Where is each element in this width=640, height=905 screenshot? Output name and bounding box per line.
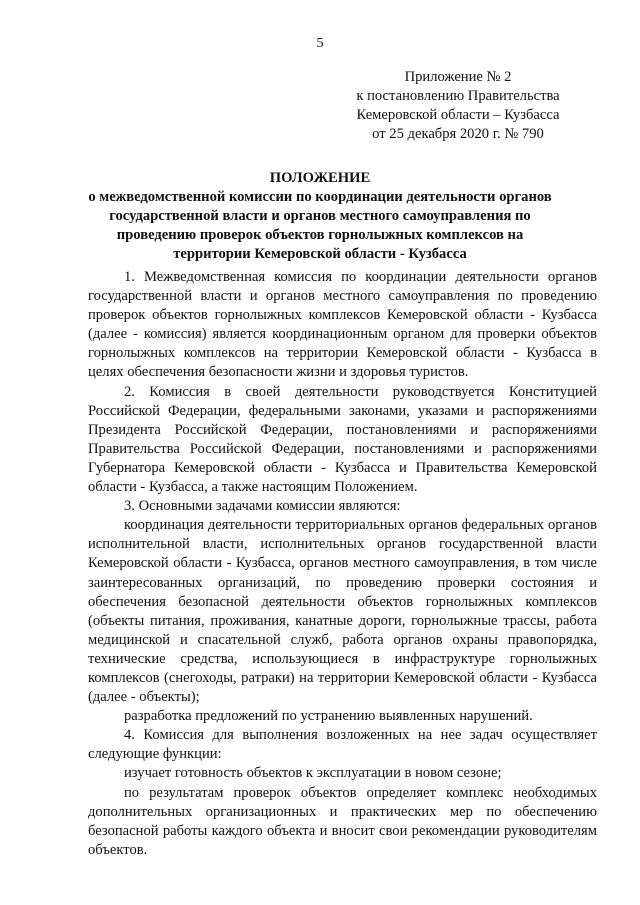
appendix-reference [320, 68, 596, 144]
page-number: 5 [316, 36, 324, 51]
paragraph-3: 3. Основными задачами комиссии являются: [124, 498, 401, 515]
paragraph-3-task-2: разработка предложений по устранению выявленных нарушений. [124, 708, 533, 725]
document-body [88, 268, 597, 860]
paragraph-4-function-2: по результатам проверок объектов определяет комплекс необходимых дополнительных организационных и практических мер по обеспечению безопасной работы каждого объекта и вносит свои рекомендации руководителям объектов. [88, 784, 597, 858]
paragraph-3-task-1: координация деятельности территориальных органов федеральных органов исполнительной власти, исполнительных органов государственной власти Кемеровской области - Кузбасса, органов местного самоуправления, в том числе заинтересованных организаций, по проведению проверки состояния и обеспечения безопасной деятельности объектов горнолыжных комплексов (объекты питания, проживания, канатные дороги, горнолыжные трассы, работа медицинской и спасательной служб, работа органов охраны правопорядка, технические средства, использующиеся в инфраструктуре горнолыжных комплексов (снегоходы, ратраки) на территории Кемеровской области - Кузбасса (далее - объекты); [88, 517, 597, 706]
title-line: о межведомственной комиссии по координации деятельности органов [88, 189, 552, 205]
appendix-line: к постановлению Правительства [356, 88, 560, 104]
appendix-line: от 25 декабря 2020 г. № 790 [372, 126, 544, 142]
paragraph-1: 1. Межведомственная комиссия по координации деятельности органов государственной власти и органов местного самоуправления по проведению проверок объектов горнолыжных комплексов Кемеровской области - Кузбасса (далее - комиссия) является координационным органом для проверки объектов горнолыжных комплексов на территории Кемеровской области - Кузбасса в целях обеспечения безопасности жизни и здоровья туристов. [88, 269, 597, 381]
title-line: проведению проверок объектов горнолыжных комплексов на [116, 227, 524, 243]
paragraph-4: 4. Комиссия для выполнения возложенных на нее задач осуществляет следующие функции: [88, 727, 597, 763]
appendix-line: Кемеровской области – Кузбасса [356, 107, 560, 123]
appendix-line: Приложение № 2 [404, 69, 512, 85]
paragraph-2: 2. Комиссия в своей деятельности руководствуется Конституцией Российской Федерации, федеральными законами, указами и распоряжениями Президента Российской Федерации, постановлениями и распоряжениями Правительства Российской Федерации, постановлениями и распоряжениями Губернатора Кемеровской области - Кузбасса и Правительства Кемеровской области - Кузбасса, а также настоящим Положением. [88, 383, 597, 496]
paragraph-4-function-1: изучает готовность объектов к эксплуатации в новом сезоне; [124, 765, 502, 782]
title-line: территории Кемеровской области - Кузбасса [173, 246, 467, 262]
title-heading: ПОЛОЖЕНИЕ [269, 170, 371, 186]
title-line: государственной власти и органов местного самоуправления по [109, 208, 531, 224]
document-title [88, 169, 552, 264]
